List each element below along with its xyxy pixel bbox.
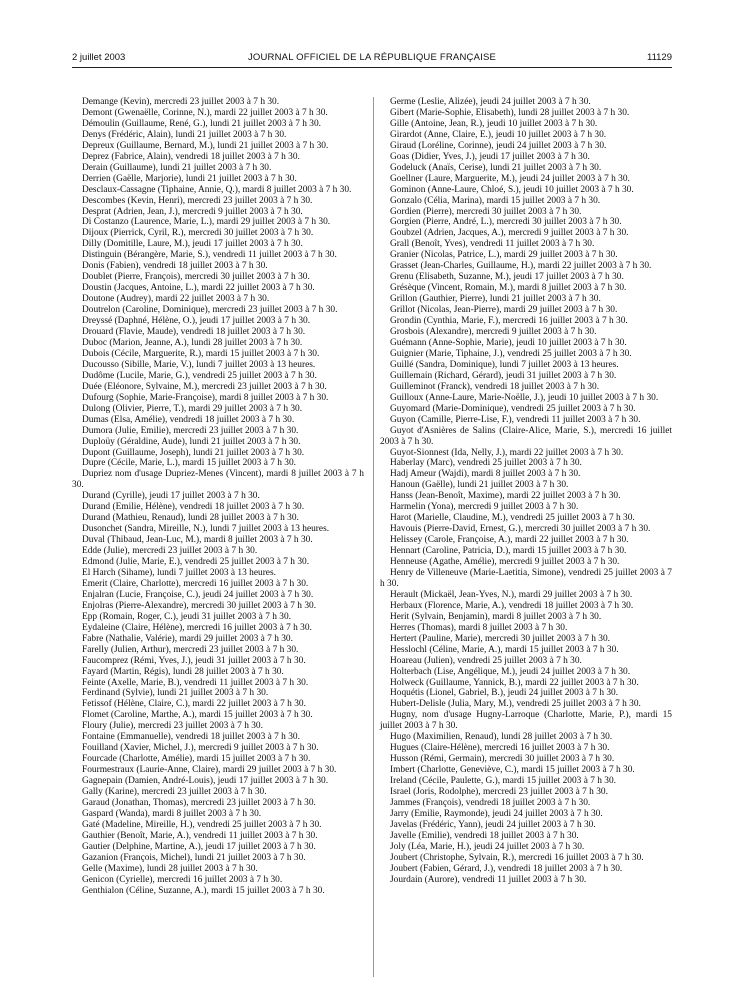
list-item: Hanss (Jean-Benoît, Maxime), mardi 22 juillet 2003 à 7 h 30. [390, 491, 621, 502]
list-item: Demont (Gwenaëlle, Corinne, N.), mardi 22 juillet 2003 à 7 h 30. [82, 107, 328, 118]
list-item: Jarry (Emilie, Raymonde), jeudi 24 juillet 2003 à 7 h 30. [390, 808, 603, 819]
list-item: Edmond (Julie, Marie, E.), vendredi 25 juillet 2003 à 7 h 30. [82, 557, 310, 568]
list-item: Dulong (Olivier, Pierre, T.), mardi 29 juillet 2003 à 7 h 30. [82, 403, 303, 414]
list-item: Haberlay (Marc), vendredi 25 juillet 2003 à 7 h 30. [390, 458, 582, 469]
list-item: Gonzalo (Célia, Marina), mardi 15 juillet 2003 à 7 h 30. [390, 195, 601, 206]
list-item: Denys (Frédéric, Alain), lundi 21 juillet 2003 à 7 h 30. [82, 129, 287, 140]
list-item: Guignier (Marie, Tiphaine, J.), vendredi 25 juillet 2003 à 7 h 30. [390, 348, 632, 359]
list-item: Gordien (Pierre), mercredi 30 juillet 2003 à 7 h 30. [390, 206, 582, 217]
list-item: Jammes (François), vendredi 18 juillet 2003 à 7 h 30. [390, 798, 591, 808]
list-item: Dusonchet (Sandra, Mireille, N.), lundi 7 juillet 2003 à 13 heures. [82, 524, 330, 535]
list-item: Gille (Antoine, Jean, R.), jeudi 10 juillet 2003 à 7 h 30. [390, 118, 598, 129]
list-item: Durand (Mathieu, Renaud), lundi 28 juillet 2003 à 7 h 30. [82, 513, 299, 524]
list-item: Gally (Karine), mercredi 23 juillet 2003 à 7 h 30. [82, 787, 267, 798]
list-item: Flomet (Caroline, Marthe, A.), mardi 15 juillet 2003 à 7 h 30. [82, 710, 313, 721]
list-item: Ferdinand (Sylvie), lundi 21 juillet 2003 à 7 h 30. [82, 688, 269, 699]
list-item: Feinte (Axelle, Marie, B.), vendredi 11 juillet 2003 à 7 h 30. [82, 677, 309, 688]
list-item: Grillot (Nicolas, Jean-Pierre), mardi 29 juillet 2003 à 7 h 30. [390, 305, 618, 316]
list-item: Guyot d'Asnières de Salins (Claire-Alice, Marie, S.), mercredi 16 juillet 2003 à 7 h 30. [380, 425, 672, 447]
right-column [380, 97, 672, 886]
list-item: Gagnepain (Damien, André-Louis), jeudi 17 juillet 2003 à 7 h 30. [82, 776, 329, 787]
list-item: Hugues (Claire-Hélène), mercredi 16 juillet 2003 à 7 h 30. [390, 743, 610, 754]
list-item: Jourdain (Aurore), vendredi 11 juillet 2003 à 7 h 30. [390, 874, 587, 885]
list-item: Henneuse (Agathe, Amélie), mercredi 9 juillet 2003 à 7 h 30. [390, 557, 620, 568]
list-item: Harot (Marielle, Claudine, M.), vendredi 25 juillet 2003 à 7 h 30. [390, 513, 635, 524]
list-item: Fabre (Nathalie, Valérie), mardi 29 juillet 2003 à 7 h 30. [82, 633, 293, 644]
list-item: Gauthier (Benoît, Marie, A.), vendredi 11 juillet 2003 à 7 h 30. [82, 830, 318, 841]
list-item: Herbaux (Florence, Marie, A.), vendredi 18 juillet 2003 à 7 h 30. [390, 600, 634, 611]
list-item: Di Costanzo (Laurence, Marie, L.), mardi 29 juillet 2003 à 7 h 30. [82, 217, 331, 228]
list-item: Gazanion (François, Michel), lundi 21 juillet 2003 à 7 h 30. [82, 852, 306, 863]
left-column [72, 97, 364, 897]
list-item: Hesslochl (Céline, Marie, A.), mardi 15 juillet 2003 à 7 h 30. [390, 644, 619, 655]
list-item: Joubert (Christophe, Sylvain, R.), mercredi 16 juillet 2003 à 7 h 30. [390, 852, 644, 863]
list-item: Hubert-Delisle (Julia, Mary, M.), vendredi 25 juillet 2003 à 7 h 30. [390, 699, 641, 710]
list-item: Guyot-Sionnest (Ida, Nelly, J.), mardi 22 juillet 2003 à 7 h 30. [390, 447, 624, 458]
list-item: Floury (Julie), mercredi 23 juillet 2003 à 7 h 30. [82, 721, 263, 732]
list-item: Gibert (Marie-Sophie, Elisabeth), lundi 28 juillet 2003 à 7 h 30. [390, 107, 630, 118]
list-item: Fourcade (Charlotte, Amélie), mardi 15 juillet 2003 à 7 h 30. [82, 754, 311, 765]
list-item: Depreux (Guillaume, Bernard, M.), lundi 21 juillet 2003 à 7 h 30. [82, 140, 329, 151]
list-item: Henry de Villeneuve (Marie-Laetitia, Simone), vendredi 25 juillet 2003 à 7 h 30. [380, 567, 672, 589]
list-item: Hoareau (Julien), vendredi 25 juillet 2003 à 7 h 30. [390, 655, 582, 666]
list-item: Duée (Eléonore, Sylvaine, M.), mercredi 23 juillet 2003 à 7 h 30. [82, 381, 327, 392]
list-item: Guillé (Sandra, Dominique), lundi 7 juillet 2003 à 13 heures. [390, 359, 619, 370]
list-item: Derain (Guillaume), lundi 21 juillet 2003 à 7 h 30. [82, 162, 272, 173]
list-item: Dupont (Guillaume, Joseph), lundi 21 juillet 2003 à 7 h 30. [82, 447, 305, 458]
list-item: Hadj Ameur (Wajdi), mardi 8 juillet 2003 à 7 h 30. [390, 469, 581, 480]
list-item: Goellner (Laure, Marguerite, M.), jeudi 24 juillet 2003 à 7 h 30. [390, 173, 630, 184]
list-item: Descombes (Kevin, Henri), mercredi 23 juillet 2003 à 7 h 30. [82, 195, 313, 206]
list-item: Durand (Cyrille), jeudi 17 juillet 2003 à 7 h 30. [82, 491, 260, 502]
list-item: Genicon (Cyrielle), mercredi 16 juillet 2003 à 7 h 30. [82, 874, 283, 885]
list-item: Guillemain (Richard, Gérard), jeudi 31 juillet 2003 à 7 h 30. [390, 370, 617, 381]
list-item: Dupriez nom d'usage Dupriez-Menes (Vincent), mardi 8 juillet 2003 à 7 h 30. [72, 469, 364, 491]
list-item: Giraud (Loréline, Corinne), jeudi 24 juillet 2003 à 7 h 30. [390, 140, 607, 151]
list-item: Hertert (Pauline, Marie), mercredi 30 juillet 2003 à 7 h 30. [390, 633, 610, 644]
list-item: Epp (Romain, Roger, C.), jeudi 31 juillet 2003 à 7 h 30. [82, 611, 291, 622]
list-item: Grésèque (Vincent, Romain, M.), mardi 8 juillet 2003 à 7 h 30. [390, 283, 627, 294]
list-item: Dumas (Elsa, Amélie), vendredi 18 juillet 2003 à 7 h 30. [82, 414, 295, 425]
list-item: Imbert (Charlotte, Geneviève, C.), mardi 15 juillet 2003 à 7 h 30. [390, 765, 635, 776]
list-item: Grondin (Cynthia, Marie, F.), mercredi 16 juillet 2003 à 7 h 30. [390, 316, 628, 327]
list-item: Enjalran (Lucie, Françoise, C.), jeudi 24 juillet 2003 à 7 h 30. [82, 589, 314, 600]
list-item: Fourmestraux (Laurie-Anne, Claire), mardi 29 juillet 2003 à 7 h 30. [82, 765, 337, 776]
list-item: Guyomard (Marie-Dominique), vendredi 25 juillet 2003 à 7 h 30. [390, 403, 636, 414]
list-item: Deprez (Fabrice, Alain), vendredi 18 juillet 2003 à 7 h 30. [82, 151, 300, 162]
list-item: Gominon (Anne-Laure, Chloé, S.), jeudi 10 juillet 2003 à 7 h 30. [390, 184, 634, 195]
header-date: 2 juillet 2003 [72, 52, 126, 63]
list-item: Desprat (Adrien, Jean, J.), mercredi 9 juillet 2003 à 7 h 30. [82, 206, 303, 217]
list-item: Démoulin (Guillaume, René, G.), lundi 21 juillet 2003 à 7 h 30. [82, 118, 322, 129]
list-item: Israel (Joris, Rodolphe), mercredi 23 juillet 2003 à 7 h 30. [390, 787, 608, 798]
list-item: Guilloux (Anne-Laure, Marie-Noëlle, J.), jeudi 10 juillet 2003 à 7 h 30. [390, 392, 659, 403]
list-item: Havouis (Pierre-David, Ernest, G.), mercredi 30 juillet 2003 à 7 h 30. [390, 524, 651, 535]
list-item: Grillon (Gauthier, Pierre), lundi 21 juillet 2003 à 7 h 30. [390, 294, 601, 305]
list-item: Dubois (Cécile, Marguerite, R.), mardi 15 juillet 2003 à 7 h 30. [82, 348, 320, 359]
journal-title: JOURNAL OFFICIEL DE LA RÉPUBLIQUE FRANÇAISE [247, 52, 497, 63]
list-item: Holterbach (Lise, Angélique, M.), jeudi 24 juillet 2003 à 7 h 30. [390, 666, 631, 677]
list-item: Derrien (Gaëlle, Marjorie), lundi 21 juillet 2003 à 7 h 30. [82, 173, 297, 184]
list-item: Doutrelon (Caroline, Dominique), mercredi 23 juillet 2003 à 7 h 30. [82, 305, 338, 316]
list-item: Emerit (Claire, Charlotte), mercredi 16 juillet 2003 à 7 h 30. [82, 578, 309, 589]
list-item: Javelle (Emilie), vendredi 18 juillet 2003 à 7 h 30. [390, 830, 579, 841]
header-rule [72, 67, 672, 68]
list-item: Drouard (Flavie, Maude), vendredi 18 juillet 2003 à 7 h 30. [82, 327, 306, 338]
list-item: Herres (Thomas), mardi 8 juillet 2003 à 7 h 30. [390, 622, 568, 633]
list-item: Dufourg (Sophie, Marie-Françoise), mardi 8 juillet 2003 à 7 h 30. [82, 392, 329, 403]
list-item: Fetissof (Hélène, Claire, C.), mardi 22 juillet 2003 à 7 h 30. [82, 699, 306, 710]
list-item: Distinguin (Bérangère, Marie, S.), vendredi 11 juillet 2003 à 7 h 30. [82, 250, 337, 261]
list-item: Dudôme (Lucile, Marie, G.), vendredi 25 juillet 2003 à 7 h 30. [82, 370, 317, 381]
list-item: Garaud (Jonathan, Thomas), mercredi 23 juillet 2003 à 7 h 30. [82, 798, 316, 808]
list-item: Farelly (Julien, Arthur), mercredi 23 juillet 2003 à 7 h 30. [82, 644, 299, 655]
list-item: Ireland (Cécile, Paulette, G.), mardi 15 juillet 2003 à 7 h 30. [390, 776, 616, 787]
list-item: Guilleminot (Franck), vendredi 18 juillet 2003 à 7 h 30. [390, 381, 600, 392]
list-item: Gaspard (Wanda), mardi 8 juillet 2003 à 7 h 30. [82, 808, 262, 819]
list-item: Hanoun (Gaëlle), lundi 21 juillet 2003 à 7 h 30. [390, 480, 569, 491]
list-item: Husson (Rémi, Germain), mercredi 30 juillet 2003 à 7 h 30. [390, 754, 615, 765]
list-item: Joly (Léa, Marie, H.), jeudi 24 juillet 2003 à 7 h 30. [390, 841, 585, 852]
list-item: Goas (Didier, Yves, J.), jeudi 17 juillet 2003 à 7 h 30. [390, 151, 590, 162]
list-item: Helissey (Carole, Françoise, A.), mardi 22 juillet 2003 à 7 h 30. [390, 535, 629, 546]
list-item: Dijoux (Pierrick, Cyril, R.), mercredi 30 juillet 2003 à 7 h 30. [82, 228, 314, 239]
list-item: Desclaux-Cassagne (Tiphaine, Annie, Q.), mardi 8 juillet 2003 à 7 h 30. [82, 184, 352, 195]
list-item: Hugo (Maximilien, Renaud), lundi 28 juillet 2003 à 7 h 30. [390, 732, 613, 743]
list-item: Grenu (Elisabeth, Suzanne, M.), jeudi 17 juillet 2003 à 7 h 30. [390, 272, 624, 283]
list-item: Faucomprez (Rémi, Yves, J.), jeudi 31 juillet 2003 à 7 h 30. [82, 655, 306, 666]
list-item: Enjolras (Pierre-Alexandre), mercredi 30 juillet 2003 à 7 h 30. [82, 600, 317, 611]
list-item: Durand (Emilie, Hélène), vendredi 18 juillet 2003 à 7 h 30. [82, 502, 305, 513]
list-item: Germe (Leslie, Alizée), jeudi 24 juillet 2003 à 7 h 30. [390, 97, 591, 107]
list-item: Dupre (Cécile, Marie, L.), mardi 15 juillet 2003 à 7 h 30. [82, 458, 297, 469]
list-item: Demange (Kevin), mercredi 23 juillet 2003 à 7 h 30. [82, 97, 280, 107]
list-item: Hugny, nom d'usage Hugny-Larroque (Charlotte, Marie, P.), mardi 15 juillet 2003 à 7 h 30. [380, 710, 672, 732]
list-item: Hennart (Caroline, Patricia, D.), mardi 15 juillet 2003 à 7 h 30. [390, 546, 627, 557]
list-item: Ducousso (Sibille, Marie, V.), lundi 7 juillet 2003 à 13 heures. [82, 359, 316, 370]
list-item: Duval (Thibaud, Jean-Luc, M.), mardi 8 juillet 2003 à 7 h 30. [82, 535, 313, 546]
list-item: Gelle (Maxime), lundi 28 juillet 2003 à 7 h 30. [82, 863, 258, 874]
list-item: Doutone (Audrey), mardi 22 juillet 2003 à 7 h 30. [82, 294, 270, 305]
list-item: Genthialon (Céline, Suzanne, A.), mardi 15 juillet 2003 à 7 h 30. [82, 885, 325, 896]
list-item: Grosbois (Alexandre), mercredi 9 juillet 2003 à 7 h 30. [390, 327, 597, 338]
page-number: 11129 [646, 52, 672, 63]
list-item: Dilly (Domitille, Laure, M.), jeudi 17 juillet 2003 à 7 h 30. [82, 239, 303, 250]
list-item: Granier (Nicolas, Patrice, L.), mardi 29 juillet 2003 à 7 h 30. [390, 250, 618, 261]
list-item: Eydaleine (Claire, Hélène), mercredi 16 juillet 2003 à 7 h 30. [82, 622, 312, 633]
list-item: Javelas (Frédéric, Yann), jeudi 24 juillet 2003 à 7 h 30. [390, 819, 596, 830]
list-item: Edde (Julie), mercredi 23 juillet 2003 à 7 h 30. [82, 546, 258, 557]
list-item: Girardot (Anne, Claire, E.), jeudi 10 juillet 2003 à 7 h 30. [390, 129, 607, 140]
list-item: Fontaine (Emmanuelle), vendredi 18 juillet 2003 à 7 h 30. [82, 732, 300, 743]
list-item: El Harch (Sihame), lundi 7 juillet 2003 à 13 heures. [82, 567, 276, 578]
list-item: Duboc (Marion, Jeanne, A.), lundi 28 juillet 2003 à 7 h 30. [82, 337, 303, 348]
list-item: Guyon (Camille, Pierre-Lise, F.), vendredi 11 juillet 2003 à 7 h 30. [390, 414, 641, 425]
list-item: Dreyssé (Daphné, Hélène, O.), jeudi 17 juillet 2003 à 7 h 30. [82, 316, 311, 327]
list-item: Duploüy (Géraldine, Aude), lundi 21 juillet 2003 à 7 h 30. [82, 436, 301, 447]
list-item: Godeluck (Anaïs, Cerise), lundi 21 juillet 2003 à 7 h 30. [390, 162, 602, 173]
list-item: Herault (Mickaël, Jean-Yves, N.), mardi 29 juillet 2003 à 7 h 30. [390, 589, 633, 600]
list-item: Joubert (Fabien, Gérard, J.), vendredi 18 juillet 2003 à 7 h 30. [390, 863, 623, 874]
list-item: Fayard (Martin, Régis), lundi 28 juillet 2003 à 7 h 30. [82, 666, 284, 677]
list-item: Gorgien (Pierre, André, L.), mercredi 30 juillet 2003 à 7 h 30. [390, 217, 622, 228]
list-item: Guémann (Anne-Sophie, Marie), jeudi 10 juillet 2003 à 7 h 30. [390, 337, 627, 348]
list-item: Donis (Fabien), vendredi 18 juillet 2003 à 7 h 30. [82, 261, 268, 272]
list-item: Gautier (Delphine, Martine, A.), jeudi 17 juillet 2003 à 7 h 30. [82, 841, 316, 852]
list-item: Herit (Sylvain, Benjamin), mardi 8 juillet 2003 à 7 h 30. [390, 611, 602, 622]
list-item: Hoquétis (Lionel, Gabriel, B.), jeudi 24 juillet 2003 à 7 h 30. [390, 688, 619, 699]
list-item: Doustin (Jacques, Antoine, L.), mardi 22 juillet 2003 à 7 h 30. [82, 283, 315, 294]
list-item: Dumora (Julie, Emilie), mercredi 23 juillet 2003 à 7 h 30. [82, 425, 299, 436]
list-item: Goubzel (Adrien, Jacques, A.), mercredi 9 juillet 2003 à 7 h 30. [390, 228, 629, 239]
page-header [72, 52, 672, 66]
column-separator [373, 97, 374, 977]
list-item: Holweck (Guillaume, Yannick, B.), mardi 22 juillet 2003 à 7 h 30. [390, 677, 639, 688]
list-item: Gaté (Madeline, Mireille, H.), vendredi 25 juillet 2003 à 7 h 30. [82, 819, 322, 830]
list-item: Harmelin (Yona), mercredi 9 juillet 2003 à 7 h 30. [390, 502, 579, 513]
list-item: Doublet (Pierre, François), mercredi 30 juillet 2003 à 7 h 30. [82, 272, 310, 283]
list-item: Grall (Benoît, Yves), vendredi 11 juillet 2003 à 7 h 30. [390, 239, 595, 250]
list-item: Fouilland (Xavier, Michel, J.), mercredi 9 juillet 2003 à 7 h 30. [82, 743, 319, 754]
list-item: Grasset (Jean-Charles, Guillaume, H.), mardi 22 juillet 2003 à 7 h 30. [390, 261, 652, 272]
